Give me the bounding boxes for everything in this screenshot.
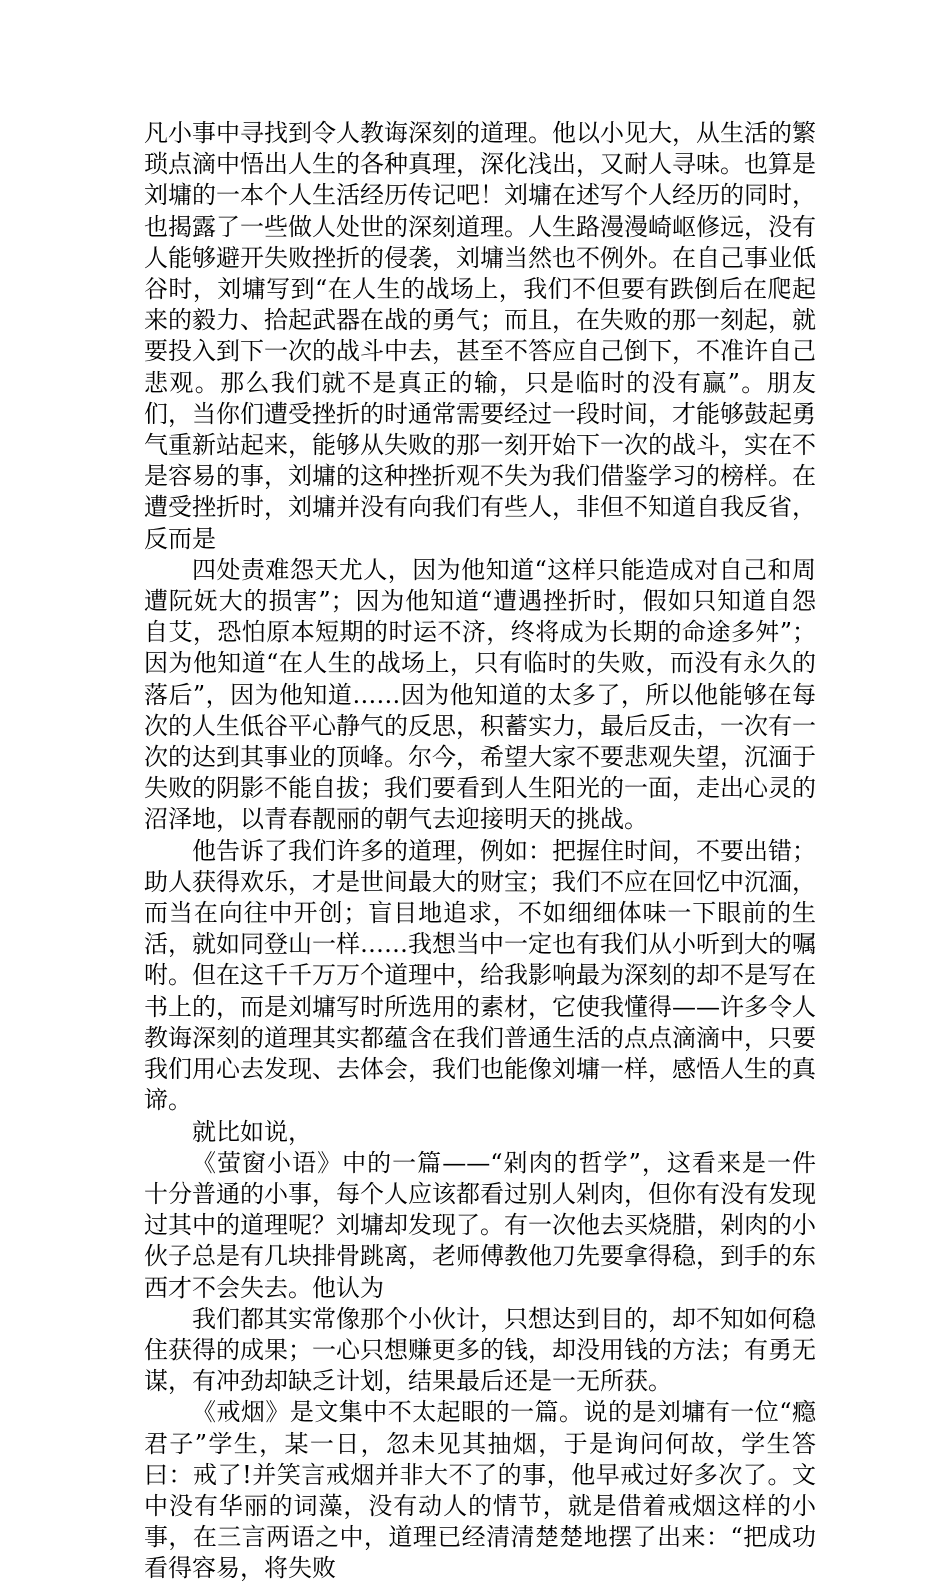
body-paragraph-6: 我们都其实常像那个小伙计，只想达到目的，却不知如何稳住获得的成果；一心只想赚更多的钱，却没用钱的方法；有勇无谋，有冲劲却缺乏计划，结果最后还是一无所获。: [144, 1304, 816, 1396]
body-paragraph-2: 四处责难怨天尤人，因为他知道“这样只能造成对自己和周遭阮妩大的损害”；因为他知道“遭遇挫折时，假如只知道自怨自艾，恐怕原本短期的时运不济，终将成为长期的命途多舛”；因为他知道“在人生的战场上，只有临时的失败，而没有永久的落后”，因为他知道……因为他知道的太多了，所以他能够在每次的人生低谷平心静气的反思，积蓄实力，最后反击，一次有一次的达到其事业的顶峰。尔今，希望大家不要悲观失望，沉湎于失败的阴影不能自拔；我们要看到人生阳光的一面，走出心灵的沼泽地，以青春靓丽的朝气去迎接明天的挑战。: [144, 555, 816, 834]
body-paragraph-5: 《萤窗小语》中的一篇——“剁肉的哲学”，这看来是一件十分普通的小事，每个人应该都看过别人剁肉，但你有没有发现过其中的道理呢？刘墉却发现了。有一次他去买烧腊，剁肉的小伙子总是有几块排骨跳离，老师傅教他刀先要拿得稳，到手的东西才不会失去。他认为: [144, 1148, 816, 1302]
body-paragraph-1: 凡小事中寻找到令人教诲深刻的道理。他以小见大，从生活的繁琐点滴中悟出人生的各种真理，深化浅出，又耐人寻味。也算是刘墉的一本个人生活经历传记吧！刘墉在述写个人经历的同时，也揭露了一些做人处世的深刻道理。人生路漫漫崎岖修远，没有人能够避开失败挫折的侵袭，刘墉当然也不例外。在自己事业低谷时，刘墉写到“在人生的战场上，我们不但要有跌倒后在爬起来的毅力、拾起武器在战的勇气；而且，在失败的那一刻起，就要投入到下一次的战斗中去，甚至不答应自己倒下，不准许自己悲观。那么我们就不是真正的输，只是临时的没有赢”。朋友们，当你们遭受挫折的时通常需要经过一段时间，才能够鼓起勇气重新站起来，能够从失败的那一刻开始下一次的战斗，实在不是容易的事，刘墉的这种挫折观不失为我们借鉴学习的榜样。在遭受挫折时，刘墉并没有向我们有些人，非但不知道自我反省，反而是: [144, 119, 816, 553]
body-paragraph-3: 他告诉了我们许多的道理，例如：把握住时间，不要出错；助人获得欢乐，才是世间最大的财宝；我们不应在回忆中沉湎，而当在向往中开创；盲目地追求，不如细细体味一下眼前的生活，就如同登山一样……我想当中一定也有我们从小听到大的嘱咐。但在这千千万万个道理中，给我影响最为深刻的却不是写在书上的，而是刘墉写时所选用的素材，它使我懂得——许多令人教诲深刻的道理其实都蕴含在我们普通生活的点点滴滴中，只要我们用心去发现、去体会，我们也能像刘墉一样，感悟人生的真谛。: [144, 836, 816, 1115]
body-paragraph-4: 就比如说，: [192, 1117, 312, 1146]
body-paragraph-7: 《戒烟》是文集中不太起眼的一篇。说的是刘墉有一位“瘾君子”学生，某一日，忽未见其抽烟，于是询问何故，学生答曰：戒了!并笑言戒烟并非大不了的事，他早戒过好多次了。文中没有华丽的词藻，没有动人的情节，就是借着戒烟这样的小事，在三言两语之中，道理已经清清楚楚地摆了出来：“把成功看得容易，将失败: [144, 1398, 816, 1583]
document-page: [144, 118, 816, 1585]
